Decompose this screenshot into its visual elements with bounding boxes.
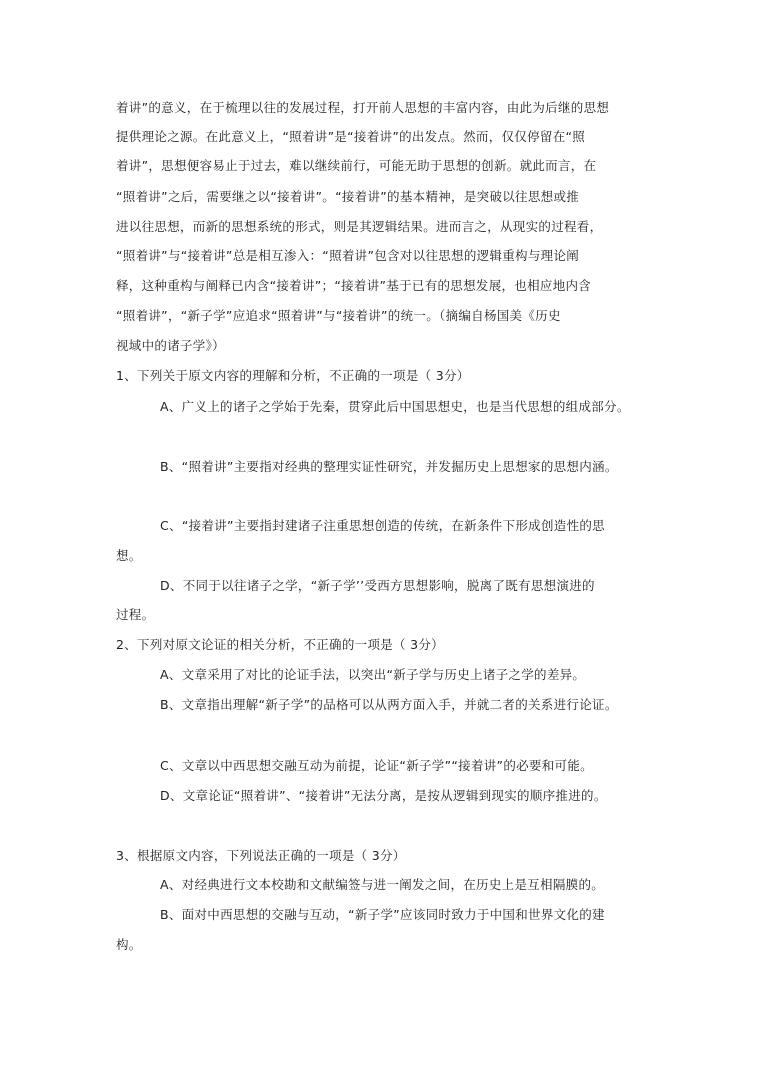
option-b: B、“照着讲”主要指对经典的整理实证性研究，并发掘历史上思想家的思想内涵。 — [160, 459, 618, 474]
option-a: A、广义上的诸子之学始于先秦，贯穿此后中国思想史，也是当代思想的组成部分。 — [160, 399, 630, 414]
question-stem: 2、下列对原文论证的相关分析，不正确的一项是（ 3分） — [116, 637, 444, 652]
passage-line: 着讲”的意义，在于梳理以往的发展过程，打开前人思想的丰富内容，由此为后继的思想 — [116, 100, 610, 115]
option-a: A、对经典进行文本校勘和文献编签与进一阐发之间，在历史上是互相隔膜的。 — [160, 877, 605, 892]
passage-line: 视域中的诸子学》） — [116, 338, 225, 353]
passage-line: “照着讲”之后，需要继之以“接着讲”。“接着讲”的基本精神，是突破以往思想或推 — [116, 189, 580, 204]
option-b: B、面对中西思想的交融与互动，“新子学”应该同时致力于中国和世界文化的建 — [160, 907, 605, 922]
passage-line: 着讲”，思想便容易止于过去，难以继续前行，可能无助于思想的创新。就此而言，在 — [116, 158, 597, 173]
option-d: D、文章论证“照着讲”、“接着讲”无法分离，是按从逻辑到现实的顺序推进的。 — [160, 788, 607, 803]
option-c: C、“接着讲”主要指封建诸子注重思想创造的传统，在新条件下形成创造性的思 — [160, 518, 605, 533]
passage-line: “照着讲”与“接着讲”总是相互渗入：“照着讲”包含对以往思想的逻辑重构与理论阐 — [116, 248, 580, 263]
option-c-continued: 想。 — [116, 548, 142, 563]
option-d-continued: 过程。 — [116, 607, 155, 622]
option-c: C、文章以中西思想交融互动为前提，论证“新子学”“接着讲”的必要和可能。 — [160, 758, 593, 773]
passage-line: “照着讲”，“新子学”应追求“照着讲”与“接着讲”的统一。（摘编自杨国美《历史 — [116, 308, 561, 323]
question-stem: 1、下列关于原文内容的理解和分析，不正确的一项是（ 3分） — [116, 368, 470, 383]
passage-line: 释，这种重构与阐释已内含“接着讲”；“接着讲”基于已有的思想发展，也相应地内含 — [116, 278, 592, 293]
option-b: B、文章指出理解“新子学”的品格可以从两方面入手，并就二者的关系进行论证。 — [160, 697, 618, 712]
option-d: D、不同于以往诸子之学，“新子学’’受西方思想影响，脱离了既有思想演进的 — [160, 578, 595, 593]
option-b-continued: 构。 — [116, 937, 142, 952]
passage-line: 提供理论之源。在此意义上，“照着讲”是“接着讲”的出发点。然而，仅仅停留在“照 — [116, 129, 586, 144]
passage-line: 进以往思想，而新的思想系统的形式，则是其逻辑结果。进而言之，从现实的过程看， — [116, 219, 603, 234]
question-stem: 3、根据原文内容，下列说法正确的一项是（ 3分） — [116, 848, 406, 863]
option-a: A、文章采用了对比的论证手法，以突出“新子学与历史上诸子之学的差异。 — [160, 667, 586, 682]
